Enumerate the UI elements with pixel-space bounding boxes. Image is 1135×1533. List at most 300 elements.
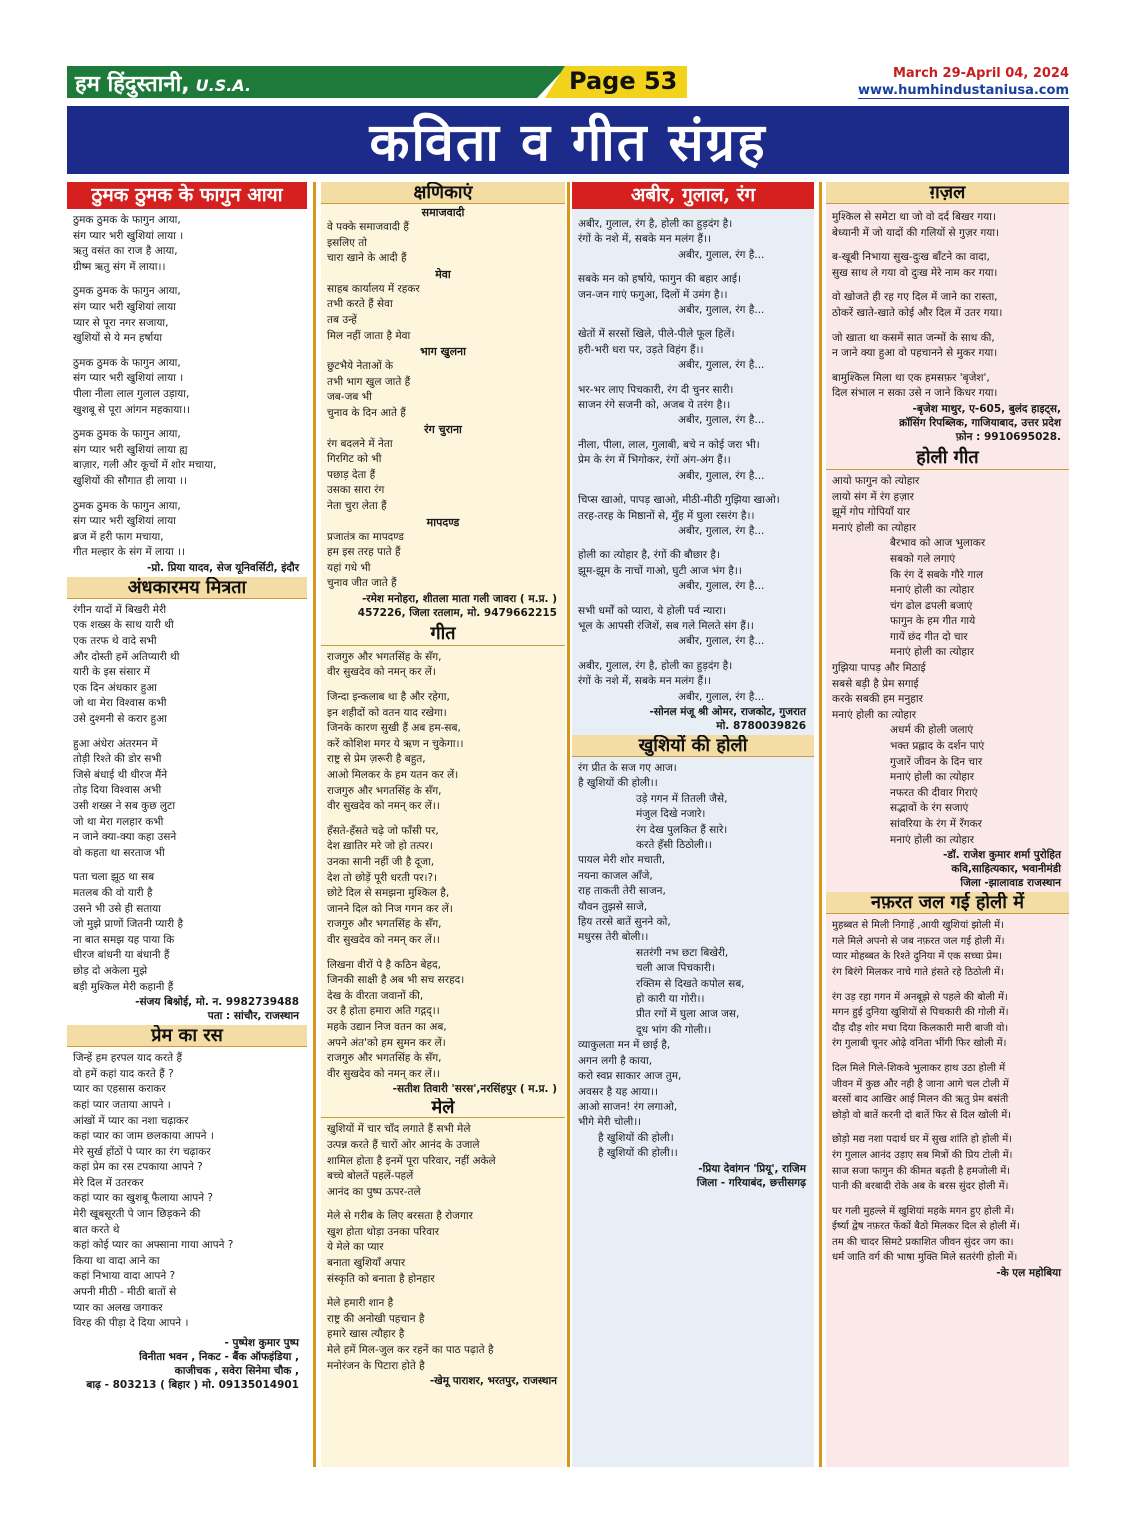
poem-title: ग़ज़ल (826, 182, 1069, 204)
poem-line: संग प्यार भरी खुशियां लाया । (73, 372, 184, 385)
poem-line: मेले हमारी शान है (327, 1297, 394, 1310)
author-credit: -प्रिया देवांगन 'प्रियू', राजिम (698, 1162, 806, 1175)
stanza (832, 723, 1063, 848)
poem-line: छुटभैये नेताओं के (327, 360, 394, 373)
poem-title: खुशियों की होली (572, 735, 814, 757)
stanza (578, 946, 808, 1038)
poem-line: लायो संग में रंग हज़ार (832, 490, 914, 503)
poem-line: वो कहता था सरताज भी (73, 846, 165, 859)
poem-line: पानी की बरबादी रोके अब के बरस सुंदर होली में। (832, 1181, 1009, 1193)
poem-line: बैरभाव को आज भुलाकर (890, 537, 986, 550)
poem-line: जो मुझे प्राणों जितनी प्यारी है (73, 918, 184, 931)
poem-line: संग प्यार भरी खुशियां लाया (73, 300, 176, 313)
poem-line: तोड़ दिया विश्वास अभी (73, 784, 162, 797)
stanza (832, 990, 1063, 1052)
subtitle: मेवा (435, 267, 451, 281)
poem-line: आयो फागुन को त्योहार (832, 474, 920, 487)
poem-line: उसने भी उसे ही सताया (73, 902, 161, 915)
poem-line: सुख साथ ले गया वो दुःख मेरे नाम कर गया। (832, 266, 998, 279)
section-banner (67, 106, 1069, 174)
poem-line: आनंद का पुष्प ऊपर-तले (327, 1185, 421, 1198)
poem-line: करके सबकी हम मनुहार (832, 693, 923, 706)
poem-line: सबसे बड़ी है प्रेम सगाई (832, 677, 919, 690)
stanza (578, 327, 808, 358)
poem-line: हो कारी या गोरी।। (636, 993, 705, 1006)
stanza (73, 284, 301, 346)
poem-line: ईर्ष्या द्वेष नफ़रत फेंकों बैठो मिलकर दिल से होली में। (832, 1221, 1020, 1233)
poem-line: हमारे खास त्यौहार है (327, 1328, 405, 1341)
poem-line: कहां प्रेम का रस टपकाया आपने ? (73, 1161, 203, 1174)
poem-body (321, 646, 565, 1098)
poem-line: धीरज बांधनी या बंधानी हैं (73, 949, 170, 962)
stanza (578, 217, 808, 248)
poem-line: मनोरंजन के पिटारा होते है (327, 1359, 425, 1372)
poem-line: मनाएं होली का त्योहार (832, 708, 917, 721)
poem-line: छोड़ो मद्य नशा पदार्थ घर में सुख शांति हो होली में। (832, 1134, 1013, 1146)
poem-line: पता चला झूठ था सब (73, 871, 155, 884)
poem-line: साज सजा फागुन की कीमत बढ़ती है हमजोली में। (832, 1165, 1011, 1177)
stanza (578, 853, 808, 945)
poem-line: ऋतु वसंत का राज है आया, (73, 245, 178, 258)
poem-line: अपनी मीठी - मीठी बातों से (73, 1286, 177, 1299)
poem-line: न जाने क्या-क्या कहा उसने (73, 831, 177, 844)
poem-line: मुश्किल से समेटा था जो वो दर्द बिखर गया। (832, 211, 996, 223)
poem-line: बनाता खुशियाँ अपार (327, 1257, 406, 1270)
poem-line: मिल नहीं जाता है मेवा (327, 329, 411, 342)
poem-line: विरह की पीड़ा दे दिया आपने । (73, 1317, 189, 1330)
stanza (832, 371, 1063, 402)
stanza (578, 548, 808, 579)
author-credit: -सोनल मंजू श्री ओमर, राजकोट, गुजरात (649, 705, 806, 718)
poem-line: मगन हुई दुनिया खुशियों से पिचकारी की गोली में। (832, 1007, 1009, 1019)
poem-line: रंग देख पुलकित हैं सारे। (636, 823, 728, 836)
poem-line: बच्चे बोलतें पहलें-पहलें (327, 1170, 414, 1183)
poem-line: खुश होता थोड़ा उनका परिवार (327, 1225, 440, 1238)
poem-line: है खुशियों की होली।। (598, 1147, 678, 1160)
poem-line: होली का त्योहार है, रंगों की बौछार है। (578, 549, 720, 562)
author-address: काजीचक , सवेरा सिनेमा चौक , (174, 1364, 299, 1377)
poem-line: देश ख़ातिर मरे जो हो तत्पर। (327, 840, 433, 853)
poem-line: राष्ट्र की अनोखी पहचान है (327, 1312, 425, 1325)
poem-line: रंग उड़ रहा गगन में अनबूझे से पहले की बोली में। (832, 991, 1008, 1003)
stanza (832, 250, 1063, 281)
poem-line: प्रीत रगों में घुला आज जस, (636, 1008, 740, 1021)
poem-line: जब-जब भी (327, 391, 372, 404)
poem-line: संस्कृति को बनाता है होनहार (327, 1272, 435, 1285)
poem-line: छोड़ दो अकेला मुझे (73, 964, 148, 977)
poem-line: और दोस्ती हमें अतिप्यारी थी (73, 650, 180, 663)
poem-line: रक्तिम से दिखते कपोल सब, (636, 977, 745, 990)
poem-line: चंग ढोल ढपली बजाएं (890, 599, 973, 612)
stanza (73, 1051, 301, 1332)
refrain: अबीर, गुलाल, रंग है... (678, 524, 765, 537)
subtitle: मापदण्ड (426, 515, 460, 529)
poem-line: प्रजातंत्र का मापदण्ड (327, 530, 404, 543)
stanza (327, 690, 559, 815)
author-credit: -बृजेश माथुर, ए-605, बुलंद हाइट्स, (912, 402, 1061, 415)
poem-line: मेरे दिल में उतरकर (73, 1176, 144, 1189)
page-number: Page 53 (569, 67, 678, 95)
author-credit: -सतीश तिवारी 'सरस',नरसिंहपुर ( म.प्र. ) (392, 1083, 557, 1096)
poem-line: रंग बिरंगे मिलकर नाचे गाते हंसते रहे ठिठोली में। (832, 966, 1004, 978)
column-divider (313, 182, 316, 1467)
poem-line: गिरगिट को भी (327, 453, 382, 466)
poem-line: मेरे सुर्ख होंठों पे प्यार का रंग चढ़ाकर (73, 1145, 211, 1158)
refrain: अबीर, गुलाल, रंग है... (678, 414, 765, 427)
poem-line: कहां प्यार का खुशबू फैलाया आपने ? (73, 1192, 213, 1205)
stanza (832, 290, 1063, 321)
poem-line: रंग प्रीत के सज गए आज। (578, 761, 677, 774)
poem-line: संग प्यार भरी खुशियां लाया (73, 515, 176, 528)
stanza (327, 824, 559, 949)
poem-line: कि रंग दें सबके गौरे गाल (890, 568, 984, 581)
refrain: अबीर, गुलाल, रंग है... (678, 469, 765, 482)
poem-line: तोड़ी रिश्ते की डोर सभी (73, 753, 162, 766)
poem-line: खुशियों में चार चाँद लगाते हैं सभी मेले (327, 1123, 471, 1136)
poem-line: ये मेले का प्यार (327, 1241, 384, 1254)
author-address: पता : सांचौर, राजस्थान (207, 1010, 299, 1023)
poem-line: इसलिए तो (327, 236, 367, 249)
poem-line: दौड़ दौड़ शोर मचा दिया किलकारी मारी बाजी वो। (832, 1022, 1009, 1034)
poem-line: वीर सुखदेव को नमन् कर लें।। (327, 800, 440, 813)
poem-body (572, 209, 814, 735)
poem-line: बेध्यानी में जो यादों की गलियों से गुज़र गया। (832, 226, 1000, 239)
poem-line: उर है होता हमारा अति गद्गद्।। (327, 1005, 440, 1018)
stanza (832, 661, 1063, 723)
poem-line: जो था मेरा गलहार कभी (73, 815, 164, 828)
poem-line: प्यार का एहसास कराकर (73, 1083, 166, 1096)
poem-body (826, 204, 1069, 446)
poem-line: सबको गले लगाएं (890, 552, 956, 565)
author-address: क्रॉसिंग रिपब्लिक, गाजियाबाद, उत्तर प्रदेश (899, 416, 1061, 429)
issue-date: March 29-April 04, 2024 (892, 66, 1069, 81)
poem-line: दिल मिले गिले-शिकवे भुलाकर हाथ उठा होली में (832, 1062, 1006, 1074)
stanza (327, 220, 559, 267)
refrain: अबीर, गुलाल, रंग है... (678, 635, 765, 648)
poem-line: नयना काजल आँजे, (578, 869, 653, 882)
poem-line: अगन लगी है काया, (578, 1054, 653, 1067)
poem-line: ठुमक ठुमक के फागुन आया, (73, 285, 181, 298)
stanza (578, 792, 808, 854)
poem-line: है खुशियों की होली। (598, 1131, 674, 1144)
poem-line: तब उन्हें (327, 313, 357, 326)
brand-suffix: U.S.A. (195, 76, 252, 95)
poem-title: होली गीत (826, 446, 1069, 470)
subtitle: रंग चुराना (424, 422, 462, 436)
stanza (73, 427, 301, 489)
stanza (327, 282, 559, 344)
poem-line: जिनके कारण सुखी हैं अब हम-सब, (327, 722, 461, 735)
poem-line: जिनकी साक्षी है अब भी सच सरहद। (327, 974, 465, 987)
refrain: अबीर, गुलाल, रंग है... (678, 580, 765, 593)
poem-line: जन-जन गाएं फगुआ, दिलों में उमंग है।। (578, 288, 728, 301)
stanza (73, 499, 301, 561)
stanza (832, 210, 1063, 241)
poem-line: देख के वीरता जवानों की, (327, 989, 424, 1002)
author-credit: - पुष्पेश कुमार पुष्प (224, 1336, 299, 1349)
poem-line: फागुन के हम गीत गाये (890, 615, 976, 628)
poem-line: सद्भावों के रंग सजाएं (890, 802, 969, 815)
poem-line: जिन्हें हम हरपल याद करते हैं (73, 1052, 183, 1065)
poem-line: है खुशियों की होली।। (578, 777, 658, 790)
poem-title: नफ़रत जल गई होली में (826, 892, 1069, 914)
poem-line: खुशियों की सौगात ही लाया ।। (73, 474, 188, 487)
poem-line: मधुरस तेरी बोली।। (578, 931, 649, 944)
author-credit: -के एल महोबिया (996, 1267, 1061, 1280)
poem-line: मेले से गरीब के लिए बरसता है रोजगार (327, 1210, 473, 1223)
poem-line: रंग गुलाल आनंद उड़ाए सब मित्रों की प्रिय टोली में। (832, 1149, 1013, 1161)
poem-line: नीला, पीला, लाल, गुलाबी, बचे न कोई जरा भी। (578, 438, 760, 451)
poem-line: भूल के आपसी रंजिशें, सब गले मिलते संग हैं।। (578, 619, 754, 632)
stanza (73, 356, 301, 418)
poem-title: क्षणिकाएं (321, 182, 565, 204)
column-4 (826, 182, 1069, 1467)
poem-line: उत्पन्न करते हैं चारों ओर आनंद के उजाले (327, 1138, 480, 1151)
poem-line: राजगुरु और भगतसिंह के सँग, (327, 650, 442, 663)
poem-line: वो खोजते ही रह गए दिल में जाने का रास्ता, (832, 291, 998, 304)
poem-line: ठुमक ठुमक के फागुन आया, (73, 356, 181, 369)
stanza (578, 761, 808, 792)
stanza (832, 918, 1063, 980)
poem-line: एक दिन अंधकार हुआ (73, 681, 157, 694)
poem-body (67, 599, 307, 1025)
poem-line: मनाएं होली का त्योहार (890, 646, 975, 659)
poem-body (826, 914, 1069, 1282)
poem-line: पछाड़ देता हैं (327, 468, 376, 481)
poem-line: प्यार मोहब्बत के रिश्ते दुनिया में एक सच्चा प्रेम। (832, 951, 1002, 963)
author-phone: फ़ोन : 9910695028. (955, 430, 1061, 443)
poem-line: वीर सुखदेव को नमन् कर लें। (327, 666, 436, 679)
refrain: अबीर, गुलाल, रंग है... (678, 248, 765, 261)
poem-title: गीत (321, 622, 565, 646)
poem-line: देश तो छोड़ें पूरी धरती पर।?। (327, 871, 438, 884)
poem-line: छोड़ो वो बातें करनी दो बातें फिर से दिल खोली में। (832, 1109, 1012, 1121)
column-1 (67, 182, 307, 1467)
poem-line: हम इस तरह पाते हैं (327, 546, 401, 559)
stanza (327, 359, 559, 421)
poem-body (572, 757, 814, 1192)
poem-line: दिल संभाल न सका उसे न जाने किधर गया। (832, 387, 998, 400)
poem-line: जिसे बंधाई थी धीरज मैंने (73, 768, 168, 781)
poem-line: साजन रंगे सजनी को, अजब ये तरंग है।। (578, 399, 731, 412)
author-phone: मो. 8780039826 (716, 719, 806, 732)
stanza (832, 536, 1063, 661)
poem-line: हुआ अंधेरा अंतरमन में (73, 737, 158, 750)
poem-line: तम की चादर सिमटे प्रकाशित जीवन सुंदर जग का। (832, 1236, 1014, 1248)
poem-line: उड़े गगन में तितली जैसे, (636, 792, 728, 805)
column-3 (572, 182, 814, 1467)
poem-line: करते हँसी ठिठोली।। (636, 839, 712, 851)
poem-line: नफरत की दीवार गिराएं (890, 786, 978, 799)
poem-line: यारी के इस संसार में (73, 666, 150, 679)
poem-line: गुझिया पापड़ और मिठाई (832, 662, 926, 675)
poem-line: वो हमें कहां याद करते हैं ? (73, 1067, 174, 1080)
stanza (578, 383, 808, 414)
author-credit: -डॉ. राजेश कुमार शर्मा पुरोहित (942, 849, 1061, 862)
poem-line: वीर सुखदेव को नमन् कर लें।। (327, 933, 440, 946)
poem-line: प्यार का अलख जगाकर (73, 1301, 163, 1314)
poem-line: भीगे मेरी चोली।। (578, 1116, 642, 1129)
poem-line: शामिल होता है इनमें पूरा परिवार, नहीं अकेले (327, 1154, 496, 1167)
poem-body (67, 209, 307, 577)
poem-line: मनाएं होली का त्योहार (890, 833, 975, 846)
poem-body (826, 470, 1069, 892)
poem-line: साहब कार्यालय में रहकर (327, 282, 420, 295)
author-credit: -संजय बिश्नोई, मो. न. 9982739488 (135, 996, 299, 1009)
poem-line: लिखना वीरों पे है कठिन बेहद, (327, 958, 441, 971)
stanza (832, 474, 1063, 536)
author-address: विनीता भवन , निकट - बैंक ऑफइंडिया , (139, 1350, 299, 1363)
poem-body (67, 1047, 307, 1394)
poem-line: तरह-तरह के मिष्ठानों से, मुँह में घुला रसरंग है।। (578, 509, 755, 522)
poem-line: प्यार से पूरा नगर सजाया, (73, 316, 169, 329)
column-divider (567, 182, 570, 1467)
poem-line: रंगीन यादों में बिखरी मेरी (73, 603, 167, 616)
poem-line: पायल मेरी शोर मचाती, (578, 854, 666, 867)
poem-line: मनाएं होली का त्योहार (890, 771, 975, 784)
stanza (73, 870, 301, 995)
poem-line: कहां प्यार जताया आपने । (73, 1098, 171, 1111)
poem-line: एक शख्स के साथ यारी थी (73, 619, 174, 632)
poem-title: अबीर, गुलाल, रंग (572, 182, 814, 209)
poem-line: अधर्म की होली जलाएं (890, 724, 974, 737)
poem-line: मनाएं होली का त्योहार (832, 521, 917, 534)
stanza (578, 438, 808, 469)
brand-logo[interactable] (75, 68, 251, 98)
poem-line: जीवन में कुछ और नही है जाना आगे चल टोली में (832, 1078, 1009, 1090)
poem-line: रंगों के नशे में, सबके मन मलंग हैं।। (578, 675, 712, 688)
section-title: कविता व गीत संग्रह (369, 112, 767, 173)
poem-line: नेता चुरा लेता हैं (327, 499, 387, 512)
poem-line: जो था मेरा विश्वास कभी (73, 697, 167, 710)
poem-title: ठुमक ठुमक के फागुन आया (67, 182, 307, 209)
poem-line: हरी-भरी धरा पर, उड़ते विहंग हैं।। (578, 343, 704, 356)
poem-line: सांवरिया के रंग में रँगकर (890, 818, 982, 830)
stanza (327, 1296, 559, 1374)
poem-line: प्रेम के रंग में भिगोकर, रंगों अंग-अंग हैं।। (578, 454, 731, 467)
poem-line: मुहब्बत से मिली निगाहें ,आयी खुशियां झोली में। (832, 920, 1004, 932)
site-url-link[interactable]: www.humhindustaniusa.com (857, 83, 1069, 98)
poem-line: यहां गधे भी (327, 561, 371, 574)
stanza (327, 530, 559, 592)
stanza (578, 1038, 808, 1130)
poem-line: घर गली मुहल्ले में खुशियां महके मगन हुए होली में। (832, 1205, 1015, 1217)
column-2 (321, 182, 565, 1467)
poem-line: गुजारें जीवन के दिन चार (890, 755, 983, 768)
poem-line: ठुमक ठुमक के फागुन आया, (73, 499, 181, 512)
poem-line: एक तरफ थे वादे सभी (73, 635, 157, 648)
subtitle: भाग खुलना (419, 345, 466, 359)
poem-line: संग प्यार भरी खुशियां लाया ह्य (73, 443, 188, 456)
poem-line: हँसते-हँसते चढ़े जो फाँसी पर, (327, 824, 439, 837)
stanza (832, 1061, 1063, 1123)
poem-line: चुनाव जीत जाते हैं (327, 577, 397, 590)
poem-line: हिय तरसे बातें सुनने को, (578, 916, 671, 929)
poem-line: मेले हमें मिल-जुल कर रहनें का पाठ पढ़ाते है (327, 1344, 494, 1357)
poem-line: गीत मल्हार के संग में लाया ।। (73, 546, 185, 559)
poem-line: न जाने क्या हुआ वो पहचानने से मुकर गया। (832, 347, 998, 360)
poem-body (321, 1118, 565, 1390)
poem-line: चारा खाने के आदी हैं (327, 252, 407, 265)
author-address: कवि,साहित्यकार, भवानीमंडी (951, 863, 1061, 876)
poem-line: बाज़ार, गली और कूचों में शोर मचाया, (73, 459, 217, 472)
poem-line: झूमें गोप गोपियाँ यार (832, 506, 911, 519)
poem-line: बरसों बाद आखिर आई मिलन की ऋतु प्रेम बसंती (832, 1094, 1009, 1106)
poem-line: कहां निभाया वादा आपने ? (73, 1270, 176, 1283)
poem-line: खुशबू से पूरा आंगन महकाया।। (73, 403, 191, 416)
poem-line: अवसर है यह आया।। (578, 1085, 659, 1098)
poem-line: अबीर, गुलाल, रंग है, होली का हुड़दंग है। (578, 218, 733, 230)
subtitle: समाजवादी (421, 206, 465, 219)
poem-line: महके उद्यान निज वतन का अब, (327, 1020, 447, 1033)
poem-line: दूध भांग की गोली।। (636, 1023, 712, 1036)
poem-line: मतलब की वो यारी है (73, 886, 153, 899)
poem-line: रंग गुलाबी चूनर ओढ़े वनिता भींगी फिर खोली में। (832, 1038, 1007, 1050)
poem-line: आओ मिलकर के हम यतन कर लें। (327, 769, 459, 782)
poem-line: चली आज पिचकारी। (636, 962, 715, 975)
stanza (327, 1122, 559, 1200)
column-divider (819, 182, 822, 1467)
poem-line: राजगुरु और भगतसिंह के सँग, (327, 918, 442, 931)
stanza (327, 650, 559, 681)
poem-line: अबीर, गुलाल, रंग है, होली का हुड़दंग है। (578, 659, 733, 672)
poem-line: वीर सुखदेव को नमन् कर लें।। (327, 1067, 440, 1080)
poem-line: अपने अंत'को हम सुमन कर लें। (327, 1036, 446, 1049)
poem-line: उसी शख्स ने सब कुछ लुटा (73, 800, 176, 812)
poem-line: सभी धर्मों को प्यारा, ये होली पर्व न्यारा। (578, 604, 727, 617)
poem-line: मंजुल दिखे नजारे। (636, 808, 706, 821)
poem-line: पीला नीला लाल गुलाल उड़ाया, (73, 387, 190, 400)
poem-line: संग प्यार भरी खुशियां लाया । (73, 229, 184, 242)
poem-line: ब्रज में हरी फाग मचाया, (73, 530, 164, 543)
poem-line: चिप्स खाओ, पापड़ खाओ, मीठी-मीठी गुझिया खाओ। (578, 494, 780, 507)
poem-line: ठुमक ठुमक के फागुन आया, (73, 428, 181, 441)
refrain: अबीर, गुलाल, रंग है... (678, 359, 765, 372)
poem-line: जो खाता था कसमें सात जन्मों के साथ की, (832, 331, 995, 344)
stanza (578, 1131, 808, 1162)
poem-line: बात करते थे (73, 1223, 120, 1236)
poem-line: ब-खूबी निभाया सुख-दुःख बाँटने का वादा, (832, 251, 990, 264)
poem-line: कहां कोई प्यार का अफ्साना गाया आपने ? (73, 1239, 234, 1252)
poem-line: यौवन तुझसे साजे, (578, 900, 648, 913)
stanza (578, 604, 808, 635)
stanza (578, 493, 808, 524)
poem-line: धर्म जाति वर्ग की भाषा मुक्ति मिले सतरंगी होली में। (832, 1252, 1018, 1264)
poem-line: सतरंगी नभ छटा बिखेरी, (636, 946, 729, 959)
stanza (832, 331, 1063, 362)
author-address: 457226, जिला रतलाम, मो. 9479662215 (357, 606, 557, 619)
poem-line: व्याकुलता मन में छाई है, (578, 1039, 671, 1052)
poem-line: तभी करते हैं सेवा (327, 298, 393, 311)
stanza (327, 958, 559, 1083)
poem-line: उसका सारा रंग (327, 484, 385, 497)
poem-line: चुनाव के दिन आते हैं (327, 406, 406, 419)
author-address: जिला - गरियाबंद, छत्तीसगढ़ (696, 1176, 806, 1189)
poem-line: ग्रीष्म ऋतु संग में लाया।। (73, 260, 166, 273)
poem-line: सबके मन को हर्षाये, फागुन की बहार आई। (578, 273, 741, 286)
stanza (832, 1132, 1063, 1194)
poem-line: करो स्वप्न साकार आज तुम, (578, 1070, 682, 1083)
refrain: अबीर, गुलाल, रंग है... (678, 690, 765, 703)
stanza (327, 437, 559, 515)
poem-line: राजगुरु और भगतसिंह के सँग, (327, 1052, 442, 1065)
stanza (327, 1209, 559, 1287)
poem-line: बामुश्किल मिला था एक हमसफ़र 'बृजेश', (832, 371, 990, 384)
poem-line: उनका सानी नहीं जी है दूजा, (327, 856, 435, 868)
stanza (578, 659, 808, 690)
poem-line: जानने दिल को निज गगन कर लें। (327, 902, 453, 915)
poem-line: उसे दुश्मनी से करार हुआ (73, 713, 167, 726)
